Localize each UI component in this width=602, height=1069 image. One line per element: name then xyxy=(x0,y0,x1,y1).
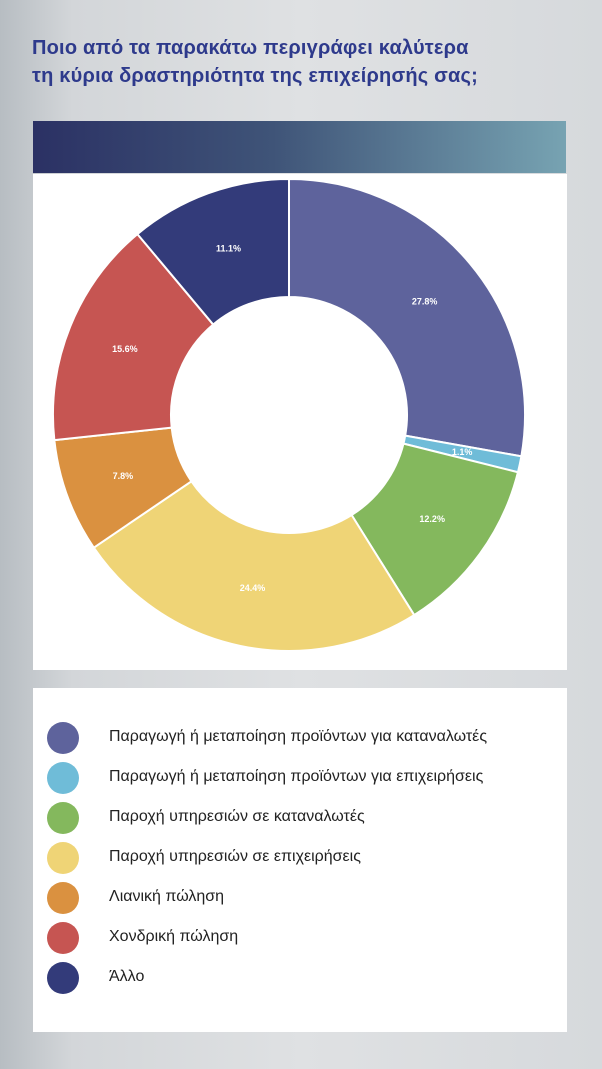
legend-swatch xyxy=(47,762,79,794)
legend-label: Λιανική πώληση xyxy=(109,888,225,905)
legend-label: Παραγωγή ή μεταποίηση προϊόντων για καταναλωτές xyxy=(109,728,488,745)
slice-data-label: 7.8% xyxy=(112,471,134,482)
slice-data-label: 15.6% xyxy=(112,343,138,354)
legend-swatch xyxy=(47,882,79,914)
chart-area xyxy=(33,174,567,670)
title-line-2: τη κύρια δραστηριότητα της επιχείρησής σας; xyxy=(32,65,478,87)
legend-swatch xyxy=(47,802,79,834)
slice-data-label: 11.1% xyxy=(216,243,242,254)
legend-swatch xyxy=(47,962,79,994)
donut-slice xyxy=(289,179,525,456)
legend-item xyxy=(47,880,557,914)
legend-label: Άλλο xyxy=(109,968,145,985)
header-banner xyxy=(33,121,566,173)
legend-item xyxy=(47,840,557,874)
legend-swatch xyxy=(47,922,79,954)
legend-swatch xyxy=(47,722,79,754)
legend-item xyxy=(47,760,557,794)
legend-label: Χονδρική πώληση xyxy=(109,928,239,945)
legend-item xyxy=(47,960,557,994)
slice-data-label: 12.2% xyxy=(419,514,445,525)
donut-chart xyxy=(33,174,567,670)
slice-data-label: 1.1% xyxy=(451,446,473,457)
legend-item xyxy=(47,720,557,754)
legend-swatch xyxy=(47,842,79,874)
legend-label: Παραγωγή ή μεταποίηση προϊόντων για επιχειρήσεις xyxy=(109,768,484,785)
title-line-1: Ποιο από τα παρακάτω περιγράφει καλύτερα xyxy=(32,37,469,59)
slice-data-label: 24.4% xyxy=(239,583,266,594)
slice-data-label: 27.8% xyxy=(411,296,438,307)
legend-item xyxy=(47,920,557,954)
legend-item xyxy=(47,800,557,834)
question-title xyxy=(32,34,572,90)
legend xyxy=(33,688,567,1032)
legend-label: Παροχή υπηρεσιών σε επιχειρήσεις xyxy=(109,848,361,865)
legend-label: Παροχή υπηρεσιών σε καταναλωτές xyxy=(109,808,365,825)
